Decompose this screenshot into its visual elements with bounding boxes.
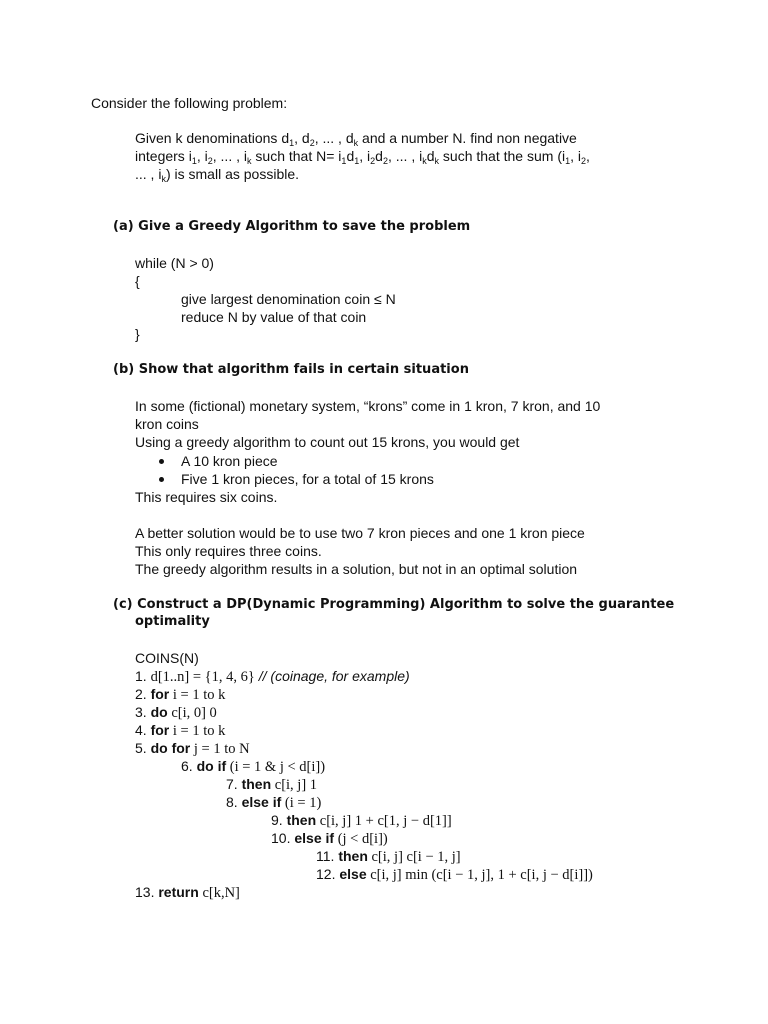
code-step: 6. do if (i = 1 & j < d[i]) — [181, 758, 326, 775]
code-step: 9. then c[i, j] 1 + c[1, j − d[1]] — [271, 812, 452, 829]
code-step: 5. do for j = 1 to N — [135, 740, 250, 757]
problem-line-2: integers $i_1$, $i_2$, ... , $i_k$ such that $N= i_1d_1$, $i_2d_2$, ... , $i_kd_k$ such that the sum ($i_1$, $i_2$, — [135, 148, 590, 166]
list-item: Five 1 kron pieces, for a total of 15 krons — [181, 471, 434, 487]
text-line: In some (fictional) monetary system, “krons” come in 1 kron, 7 kron, and 10 — [135, 398, 601, 414]
bullet-icon — [159, 477, 164, 482]
code-step: 8. else if (i = 1) — [226, 794, 322, 811]
algorithm-title: COINS(N) — [135, 650, 199, 666]
code-line: { — [135, 273, 140, 289]
code-step: 7. then c[i, j] 1 — [226, 776, 318, 793]
code-step: 11. then c[i, j] c[i − 1, j] — [316, 848, 461, 865]
code-step: 2. for i = 1 to k — [135, 686, 226, 703]
code-step: 4. for i = 1 to k — [135, 722, 226, 739]
part-b-heading: (b) Show that algorithm fails in certain situation — [113, 362, 469, 377]
part-a-heading: (a) Give a Greedy Algorithm to save the problem — [113, 219, 471, 234]
code-step: 13. return c[k,N] — [135, 884, 240, 901]
code-step: 10. else if (j < d[i]) — [271, 830, 388, 847]
text-line: This only requires three coins. — [135, 543, 322, 559]
text-line: The greedy algorithm results in a solution, but not in an optimal solution — [135, 561, 578, 577]
problem-line-1: Given k denominations $d_1$, $d_2$, ... , $d_k$ and a number N. find non negative — [135, 130, 577, 148]
code-step: 1. d[1..n] = {1, 4, 6} // (coinage, for example) — [135, 668, 410, 685]
text-line: A better solution would be to use two 7 kron pieces and one 1 kron piece — [135, 525, 585, 541]
bullet-icon — [159, 459, 164, 464]
code-line: give largest denomination coin ≤ N — [181, 291, 396, 307]
code-step: 3. do c[i, 0] 0 — [135, 704, 217, 721]
text-line: Using a greedy algorithm to count out 15 krons, you would get — [135, 434, 520, 450]
code-line: reduce N by value of that coin — [181, 309, 367, 325]
text-line: This requires six coins. — [135, 489, 278, 505]
code-step: 12. else c[i, j] min (c[i − 1, j], 1 + c[i, j − d[i]]) — [316, 866, 593, 883]
problem-line-3: ... , $i_k$) is small as possible. — [135, 166, 300, 184]
code-line: } — [135, 326, 140, 342]
part-c-heading: (c) Construct a DP(Dynamic Programming) Algorithm to solve the guarantee — [113, 597, 675, 612]
code-line: while (N > 0) — [135, 255, 214, 271]
part-c-heading-cont: optimality — [135, 614, 210, 629]
intro-text: Consider the following problem: — [91, 95, 288, 111]
text-line: kron coins — [135, 416, 199, 432]
list-item: A 10 kron piece — [181, 453, 278, 469]
